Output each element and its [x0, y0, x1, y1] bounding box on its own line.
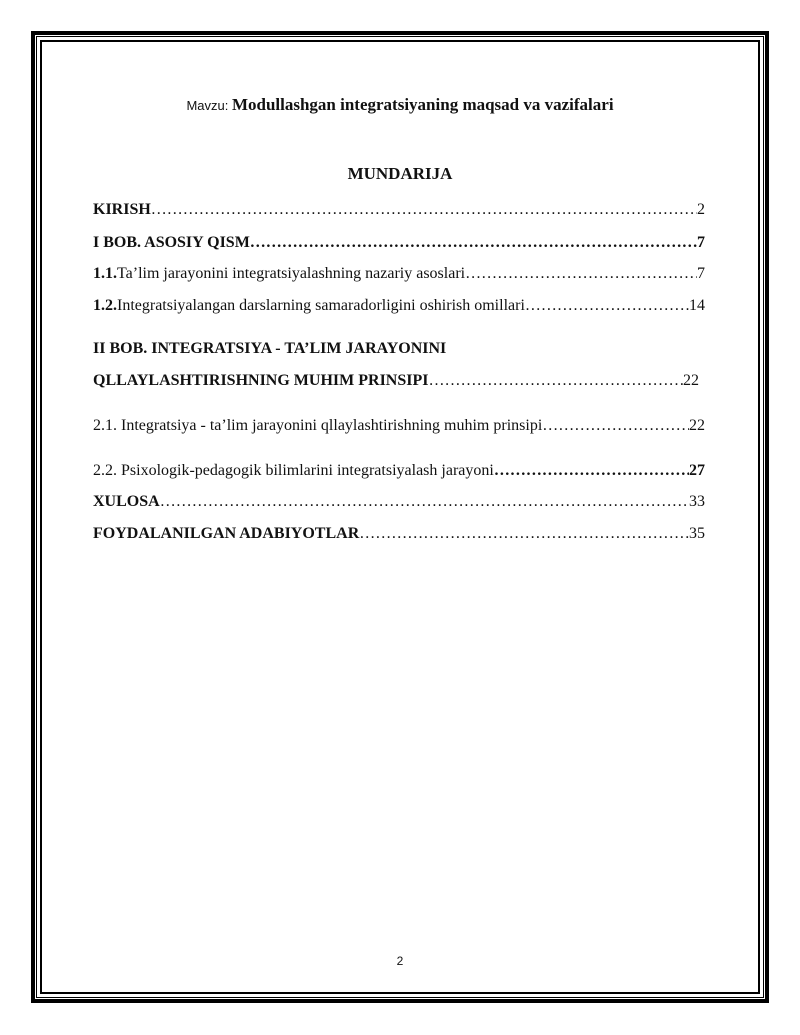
toc-entry-title: Ta’lim jarayonini integratsiyalashning nazariy asoslari: [117, 265, 466, 282]
topic-label: Mavzu:: [186, 98, 232, 113]
topic-title: Modullashgan integratsiyaning maqsad va vazifalari: [231, 95, 614, 114]
toc-entry-title: 2.1. Integratsiya - ta’lim jarayonini qllaylashtirishning muhim prinsipi: [93, 417, 543, 434]
dot-leader: [525, 297, 689, 315]
toc-entry-title: KIRISH: [93, 201, 151, 218]
toc-entry-page: 27: [689, 462, 705, 479]
toc-entry-xulosa: [93, 493, 705, 511]
toc-entry-1-1: [93, 265, 705, 283]
toc-entry-page: 14: [689, 297, 705, 314]
topic-line: [0, 95, 800, 115]
toc-entry-title: I BOB. ASOSIY QISM: [93, 234, 250, 251]
dot-leader: [494, 462, 689, 480]
toc-entry-title: Integratsiyalangan darslarning samaradorligini oshirish omillari: [117, 297, 525, 314]
toc-entry-title: FOYDALANILGAN ADABIYOTLAR: [93, 525, 360, 542]
toc-entry-2-1: [93, 417, 705, 435]
toc-entry-number: 1.2.: [93, 297, 117, 314]
toc-entry-page: 33: [689, 493, 705, 510]
dot-leader: [542, 417, 689, 435]
toc-entry-page: 7: [697, 234, 705, 251]
toc-entry-bob2-line2: [93, 372, 699, 390]
toc-entry-bob2-line1: [93, 340, 705, 358]
toc-entry-page: 7: [697, 265, 705, 282]
toc-entry-title: II BOB. INTEGRATSIYA - TA’LIM JARAYONINI: [93, 340, 447, 357]
toc-entry-1-2: [93, 297, 705, 315]
toc-entry-title: QLLAYLASHTIRISHNING MUHIM PRINSIPI: [93, 372, 429, 389]
dot-leader: [465, 265, 697, 283]
toc-entry-bob1: [93, 234, 705, 252]
toc-entry-page: 22: [683, 372, 699, 389]
dot-leader: [359, 525, 689, 543]
toc-entry-page: 2: [697, 201, 705, 218]
toc-entry-number: 1.1.: [93, 265, 117, 282]
dot-leader: [160, 493, 689, 511]
toc-heading: MUNDARIJA: [347, 164, 453, 183]
toc-entry-title: XULOSA: [93, 493, 160, 510]
toc-entry-page: 22: [689, 417, 705, 434]
toc-entry-kirish: [93, 201, 705, 219]
page-number: 2: [396, 954, 404, 968]
toc-entry-2-2: [93, 462, 705, 480]
toc-entry-title: 2.2. Psixologik-pedagogik bilimlarini integratsiyalash jarayoni: [93, 462, 494, 479]
dot-leader: [151, 201, 697, 219]
dot-leader: [428, 372, 683, 390]
dot-leader: [250, 234, 697, 252]
toc-entry-page: 35: [689, 525, 705, 542]
toc-entry-adabiyotlar: [93, 525, 705, 543]
